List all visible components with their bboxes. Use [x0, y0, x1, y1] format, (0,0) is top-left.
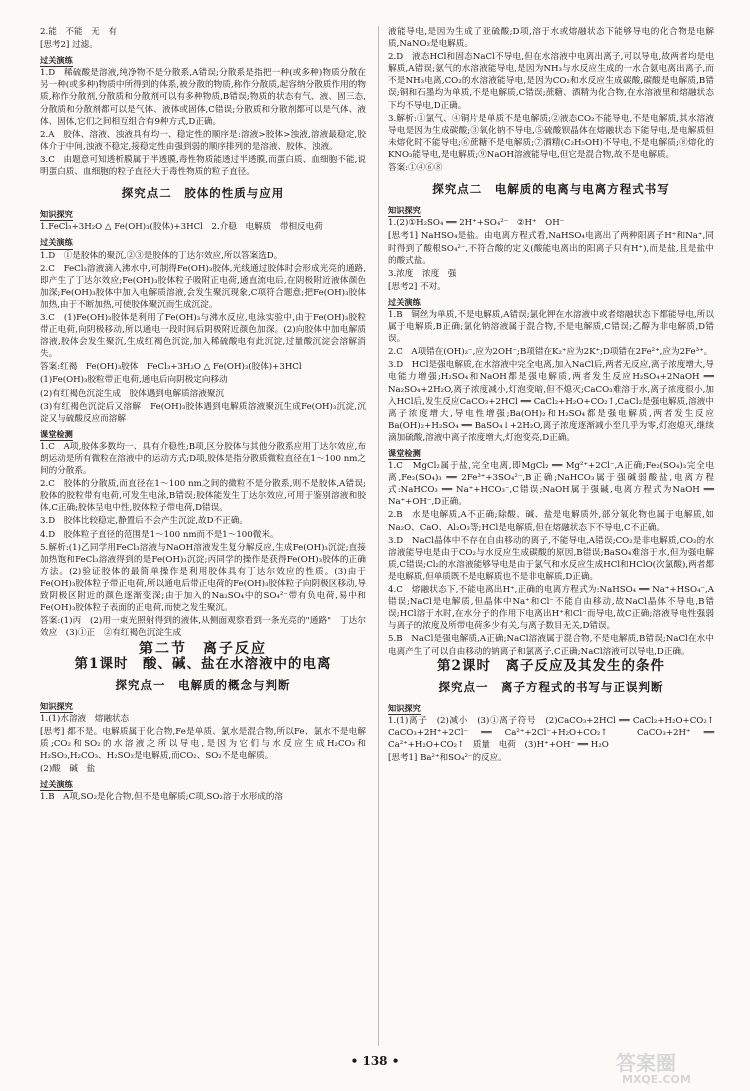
answer-paragraph: 1.D 稀硫酸是溶液,纯净物不是分散系,A错误;分散系是指把一种(或多种)物质分散在另一种(或多种)物质中所得到的体系,被分散的物质,称作分散质,起容纳分散质作用的物质,称作分散剂,分散质和分散剂可以有多种物质,B错误;物质的状态有气、液、固三态,分散质和分散剂都可以是气体、液体或固体,C错误;分散质和分散剂都可以是气体、液体、固体,它们之间相互组合有9种方式,D正确。: [40, 68, 366, 127]
answer-paragraph: 1.(2)①H₂SO₄ ══ 2H⁺+SO₄²⁻ ②H⁺ OH⁻: [388, 218, 565, 229]
subsection-label: 知识探究: [388, 204, 421, 217]
answer-paragraph: 答案:红褐 Fe(OH)₃胶体 FeCl₃+3H₂O △ Fe(OH)₃(胶体)+3HCl: [40, 362, 302, 373]
section-heading: 探究点一 离子方程式的书写与正误判断: [438, 679, 664, 694]
answer-paragraph: 2.B 水是电解质,A不正确;除酸、碱、盐是电解质外,部分氧化物也属于电解质,如Na₂O、CaO、Al₂O₃等;HCl是电解质,但在熔融状态下不导电,C不正确。: [388, 510, 714, 533]
text-line: [思考2] 过滤。: [40, 40, 98, 51]
subsection-label: 知识探究: [40, 700, 73, 713]
subsection-label: 过关演练: [40, 236, 73, 249]
answer-paragraph: 1.C A项,胶体多数均一、具有介稳性;B项,区分胶体与其他分散系应用丁达尔效应,布朗运动是所有微粒在溶液中的运动方式;D项,胶体是指分散质微粒直径在1～100 nm之间的分散系。: [40, 441, 366, 477]
answer-paragraph: 3.C 由题意可知透析膜属于半透膜,毒性物质能透过半透膜,而蛋白质、血细胞不能,说明蛋白质、血细胞的粒子直径大于毒性物质的粒子直径。: [40, 154, 366, 178]
answer-paragraph: 2.C A项错在(OH)₂⁻,应为2OH⁻;B项错在K₂⁺应为2K⁺;D项错在2Fe²⁺,应为2Fe³⁺。: [388, 347, 713, 358]
lesson-heading: 第1课时 酸、碱、盐在水溶液中的电离: [74, 655, 332, 672]
watermark-logo: [612, 1046, 732, 1086]
chapter-heading: 第二节 离子反应: [139, 641, 267, 658]
answer-paragraph: [思考1] Ba²⁺和SO₄²⁻的反应。: [388, 753, 507, 764]
answer-paragraph: 2.A 胶体、溶液、浊液具有均一、稳定性的顺序是:溶液>胶体>浊液,溶液最稳定,胶体介于中间,浊液不稳定,接稳定性由强到弱的顺序排列的是溶液、胶体、浊液。: [40, 129, 366, 152]
answer-paragraph: (2)有红褐色沉淀生成 胶体遇到电解质溶液聚沉: [40, 388, 225, 399]
answer-paragraph: [思考1] NaHSO₄是盐。由电离方程式看,NaHSO₄电离出了两种阳离子H⁺和Na⁺,同时得到了酸根SO₄²⁻,不符合酸的定义(酸能电离出的阳离子只有H⁺),而是盐,且是盐中的酸式盐。: [388, 231, 714, 266]
answer-paragraph: 3.D NaCl晶体中不存在自由移动的离子,不能导电,A错误;CO₂是非电解质,CO₂的水溶液能导电是由于CO₂与水反应生成碳酸的原因,B错误;BaSO₄难溶于水,但为强电解质,C错误;Cl₂的水溶液能够导电是由于氯气和水反应生成HCl和HClO(次氯酸),两者都是电解质,但单质既不是电解质也不是非电解质,D正确。: [388, 535, 714, 582]
answer-paragraph: 2.C 胶体的分散质,而直径在1～100 nm之间的微粒不是分散系,则不是胶体,A错误;胶体的胶粒带有电荷,可发生电泳,B错误;胶体能发生丁达尔效应,可用于鉴别溶液和胶体,C正确;胶体呈电中性,胶体粒子带电荷,D错误。: [40, 479, 366, 514]
left-column: [40, 26, 366, 804]
answer-paragraph: 液能导电,是因为生成了亚硫酸;D项,溶于水或熔融状态下能够导电的化合物是电解质,NaNO₃是电解质。: [388, 27, 714, 50]
answer-paragraph: (3)有红褐色沉淀后又溶解 Fe(OH)₃胶体遇到电解质溶液聚沉生成Fe(OH)₃沉淀,沉淀又与硫酸反应而溶解: [40, 401, 366, 424]
column-divider: [378, 26, 379, 1046]
answer-paragraph: (1)Fe(OH)₃胶粒带正电荷,通电后向阴极定向移动: [40, 375, 228, 386]
answer-paragraph: [思考] 都不是。电解质属于化合物,Fe是单质、氯水是混合物,所以Fe、氯水不是电解质;CO₂和SO₂的水溶液之所以导电,是因为它们与水反应生成H₂CO₃和H₂SO₃,H₂CO₃、H₂SO₃是电解质,而CO₂、SO₂不是电解质。: [40, 726, 366, 762]
answer-paragraph: 4.D 胶体粒子直径的范围是1～100 nm而不是1～100微米。: [40, 529, 279, 540]
answer-paragraph: 3.D HCl是强电解质,在水溶液中完全电离,加入NaCl后,两者无反应,离子浓度增大,导电能力增强;H₂SO₄和NaOH都是强电解质,两者发生反应H₂SO₄+2NaOH ══ Na₂SO₄+2H₂O,离子浓度减小,灯泡变暗,但不熄灭;CaCO₃难溶于水,离子浓度很小,加入HCl后,发生反应CaCO₃+2HCl ══ CaCl₂+H₂O+CO₂↑,CaCl₂是强电解质,溶液中离子浓度增大,导电性增强;Ba(OH)₂和H₂SO₄都是强电解质,两者发生反应Ba(OH)₂+H₂SO₄ ══ BaSO₄↓+2H₂O,离子浓度逐渐减小至几乎为零,灯泡熄灭,继续滴加硫酸,溶液中离子浓度增大,灯泡变亮,D正确。: [388, 360, 714, 443]
subsection-label: 课堂检测: [388, 447, 421, 460]
answer-paragraph: 1.(1)水溶液 熔融状态: [40, 713, 130, 724]
answer-paragraph: 2.C FeCl₃溶液滴入沸水中,可制得Fe(OH)₃胶体,光线通过胶体时会形成光亮的通路,即产生了丁达尔效应;Fe(OH)₃胶体粒子吸附正电荷,通直流电后,在阴极附近液体颜色加深;Fe(OH)₃胶体中加入电解质溶液,会发生聚沉现象,C项符合题意;把Fe(OH)₃胶体加热,由于不断加热,可使胶体聚沉而生成沉淀。: [40, 263, 366, 310]
section-heading: 探究点二 电解质的电离与电离方程式书写: [432, 182, 670, 197]
answer-paragraph: 5.解析:(1)乙同学用FeCl₃溶液与NaOH溶液发生复分解反应,生成Fe(OH)₃沉淀;直接加热饱和FeCl₃溶液得到的是Fe(OH)₃沉淀;丙同学的操作是获得Fe(OH)₃胶体的正确方法。(2)验证胶体的最简单操作是利用胶体具有丁达尔效应的性质。(3)由于Fe(OH)₃胶体粒子带正电荷,所以通电后带正电荷的Fe(OH)₃胶体粒子向阴极区移动,导致阴极区附近的颜色逐渐变深;由于加入的Na₂SO₄中的SO₄²⁻带有负电荷,易中和Fe(OH)₃胶体粒子表面的正电荷,而使之发生聚沉。: [40, 542, 366, 614]
answer-paragraph: 1.(1)离子 (2)减小 (3)①离子符号 (2)CaCO₃+2HCl ══ CaCl₂+H₂O+CO₂↑ CaCO₃+2H⁺+2Cl⁻ ══ Ca²⁺+2Cl⁻+H₂O+CO₂↑ CaCO₃+2H⁺ ══ Ca²⁺+H₂O+CO₂↑ 质量 电荷 (3)H⁺+OH⁻ ══ H₂O: [388, 715, 723, 751]
answer-paragraph: (2)酸 碱 盐: [40, 764, 96, 775]
subsection-label: 知识探究: [388, 702, 421, 715]
right-column: [388, 26, 723, 765]
answer-paragraph: 1.FeCl₃+3H₂O △ Fe(OH)₃(胶体)+3HCl 2.介稳 电解质 带相反电荷: [40, 222, 323, 233]
answer-paragraph: 3.D 胶体比较稳定,静置后不会产生沉淀,故D不正确。: [40, 516, 248, 527]
answer-paragraph: 答案:(1)丙 (2)用一束光照射得到的液体,从侧面观察看到一条光亮的"通路" 丁达尔效应 (3)①正 ②有红褐色沉淀生成: [40, 616, 366, 639]
answer-paragraph: 3.浓度 浓度 强: [388, 268, 457, 279]
subsection-label: 课堂检测: [40, 428, 73, 441]
answer-paragraph: 3.C (1)Fe(OH)₃胶体是利用了Fe(OH)₃与沸水反应,电泳实验中,由于Fe(OH)₃胶粒带正电荷,向阴极移动,所以通电一段时间后阴极附近颜色加深。(2)向胶体中加电解质溶液,胶体会发生聚沉,生成红褐色沉淀,加入稀硫酸电有此沉淀,过量酸沉淀会溶解消失。: [40, 312, 366, 360]
svg-text:答案圈: 答案圈: [616, 1051, 676, 1075]
subsection-label: 过关演练: [40, 54, 73, 67]
lesson-heading: 第2课时 离子反应及其发生的条件: [437, 657, 665, 674]
section-heading: 探究点一 电解质的概念与判断: [115, 677, 291, 692]
svg-text:MXQE.COM: MXQE.COM: [622, 1073, 691, 1086]
answer-paragraph: 1.C MgCl₂属于盐,完全电离,即MgCl₂ ══ Mg²⁺+2Cl⁻,A正确;Fe₂(SO₄)₃完全电离,Fe₂(SO₄)₃ ══ 2Fe³⁺+3SO₄²⁻,B正确;NaHCO₃属于强碱弱酸盐,电离方程式:NaHCO₃ ══ Na⁺+HCO₃⁻,C错误;NaOH属于强碱,电离方程式为NaOH ══ Na⁺+OH⁻,D正确。: [388, 461, 714, 508]
answer-paragraph: 答案:①④⑥⑧: [388, 163, 443, 174]
page-number: • 138 •: [350, 1054, 400, 1068]
answer-paragraph: 4.C 熔融状态下,不能电离出H⁺,正确的电离方程式为:NaHSO₄ ══ Na⁺+HSO₄⁻,A错误;NaCl是电解质,但晶体中Na⁺和Cl⁻不能自由移动,故NaCl晶体不导电,B错误;HCl溶于水时,在水分子的作用下电离出H⁺和Cl⁻而导电,故C正确;溶液导电性强弱与离子的浓度及所带电荷多少有关,与离子数目无关,D错误。: [388, 585, 714, 632]
answer-paragraph: 3.解析:①氯气、④铜片是单质不是电解质;②液态CO₂不能导电,不是电解质,其水溶液导电是因为生成碳酸;③氧化钠不导电,⑤硫酸钡晶体在熔融状态下能导电,是电解质但未熔化时不能导电;⑥蔗糖不是电解质;⑦酒精(C₂H₅OH)不导电,不是电解质;⑧熔化的KNO₃能导电,是电解质;⑨NaOH溶液能导电,但它是混合物,故不是电解质。: [388, 113, 714, 160]
subsection-label: 知识探究: [40, 208, 73, 221]
subsection-label: 过关演练: [388, 296, 421, 309]
answer-paragraph: 2.D 液态HCl和固态NaCl不导电,但在水溶液中电离出离子,可以导电,故两者均是电解质,A错误;氨气的水溶液能导电,是因为NH₃与水反应生成的一水合氨电离出离子,而不是NH₃电离,CO₂的水溶液能导电,是因为CO₂和水反应生成碳酸,碳酸是电解质,B错误;铜和石墨均为单质,不是电解质,C错误;蔗糖、酒精为化合物,在水溶液里和熔融状态下均不导电,D正确。: [388, 52, 714, 111]
section-heading: 探究点二 胶体的性质与应用: [121, 186, 285, 201]
answer-paragraph: 1.B A项,SO₂是化合物,但不是电解质;C项,SO₂溶于水形成的溶: [40, 792, 284, 803]
subsection-label: 过关演练: [40, 778, 73, 791]
answer-paragraph: 5.B NaCl是强电解质,A正确;NaCl溶液属于混合物,不是电解质,B错误;NaCl在水中电离产生了可以自由移动的钠离子和氯离子,C正确;NaCl溶液可以导电,D正确。: [388, 634, 714, 657]
answer-paragraph: [思考2] 不对。: [388, 281, 446, 292]
text-line: 2.能 不能 无 有: [40, 27, 117, 37]
answer-paragraph: 1.B 铜丝为单质,不是电解质,A错误;氯化钾在水溶液中或者熔融状态下都能导电,所以属于电解质,B正确;氯化钠溶液属于混合物,不是电解质,C错误;乙醇为非电解质,D错误。: [388, 309, 714, 345]
answer-paragraph: 1.D ①是胶体的聚沉,②③是胶体的丁达尔效应,所以答案选D。: [40, 250, 283, 261]
